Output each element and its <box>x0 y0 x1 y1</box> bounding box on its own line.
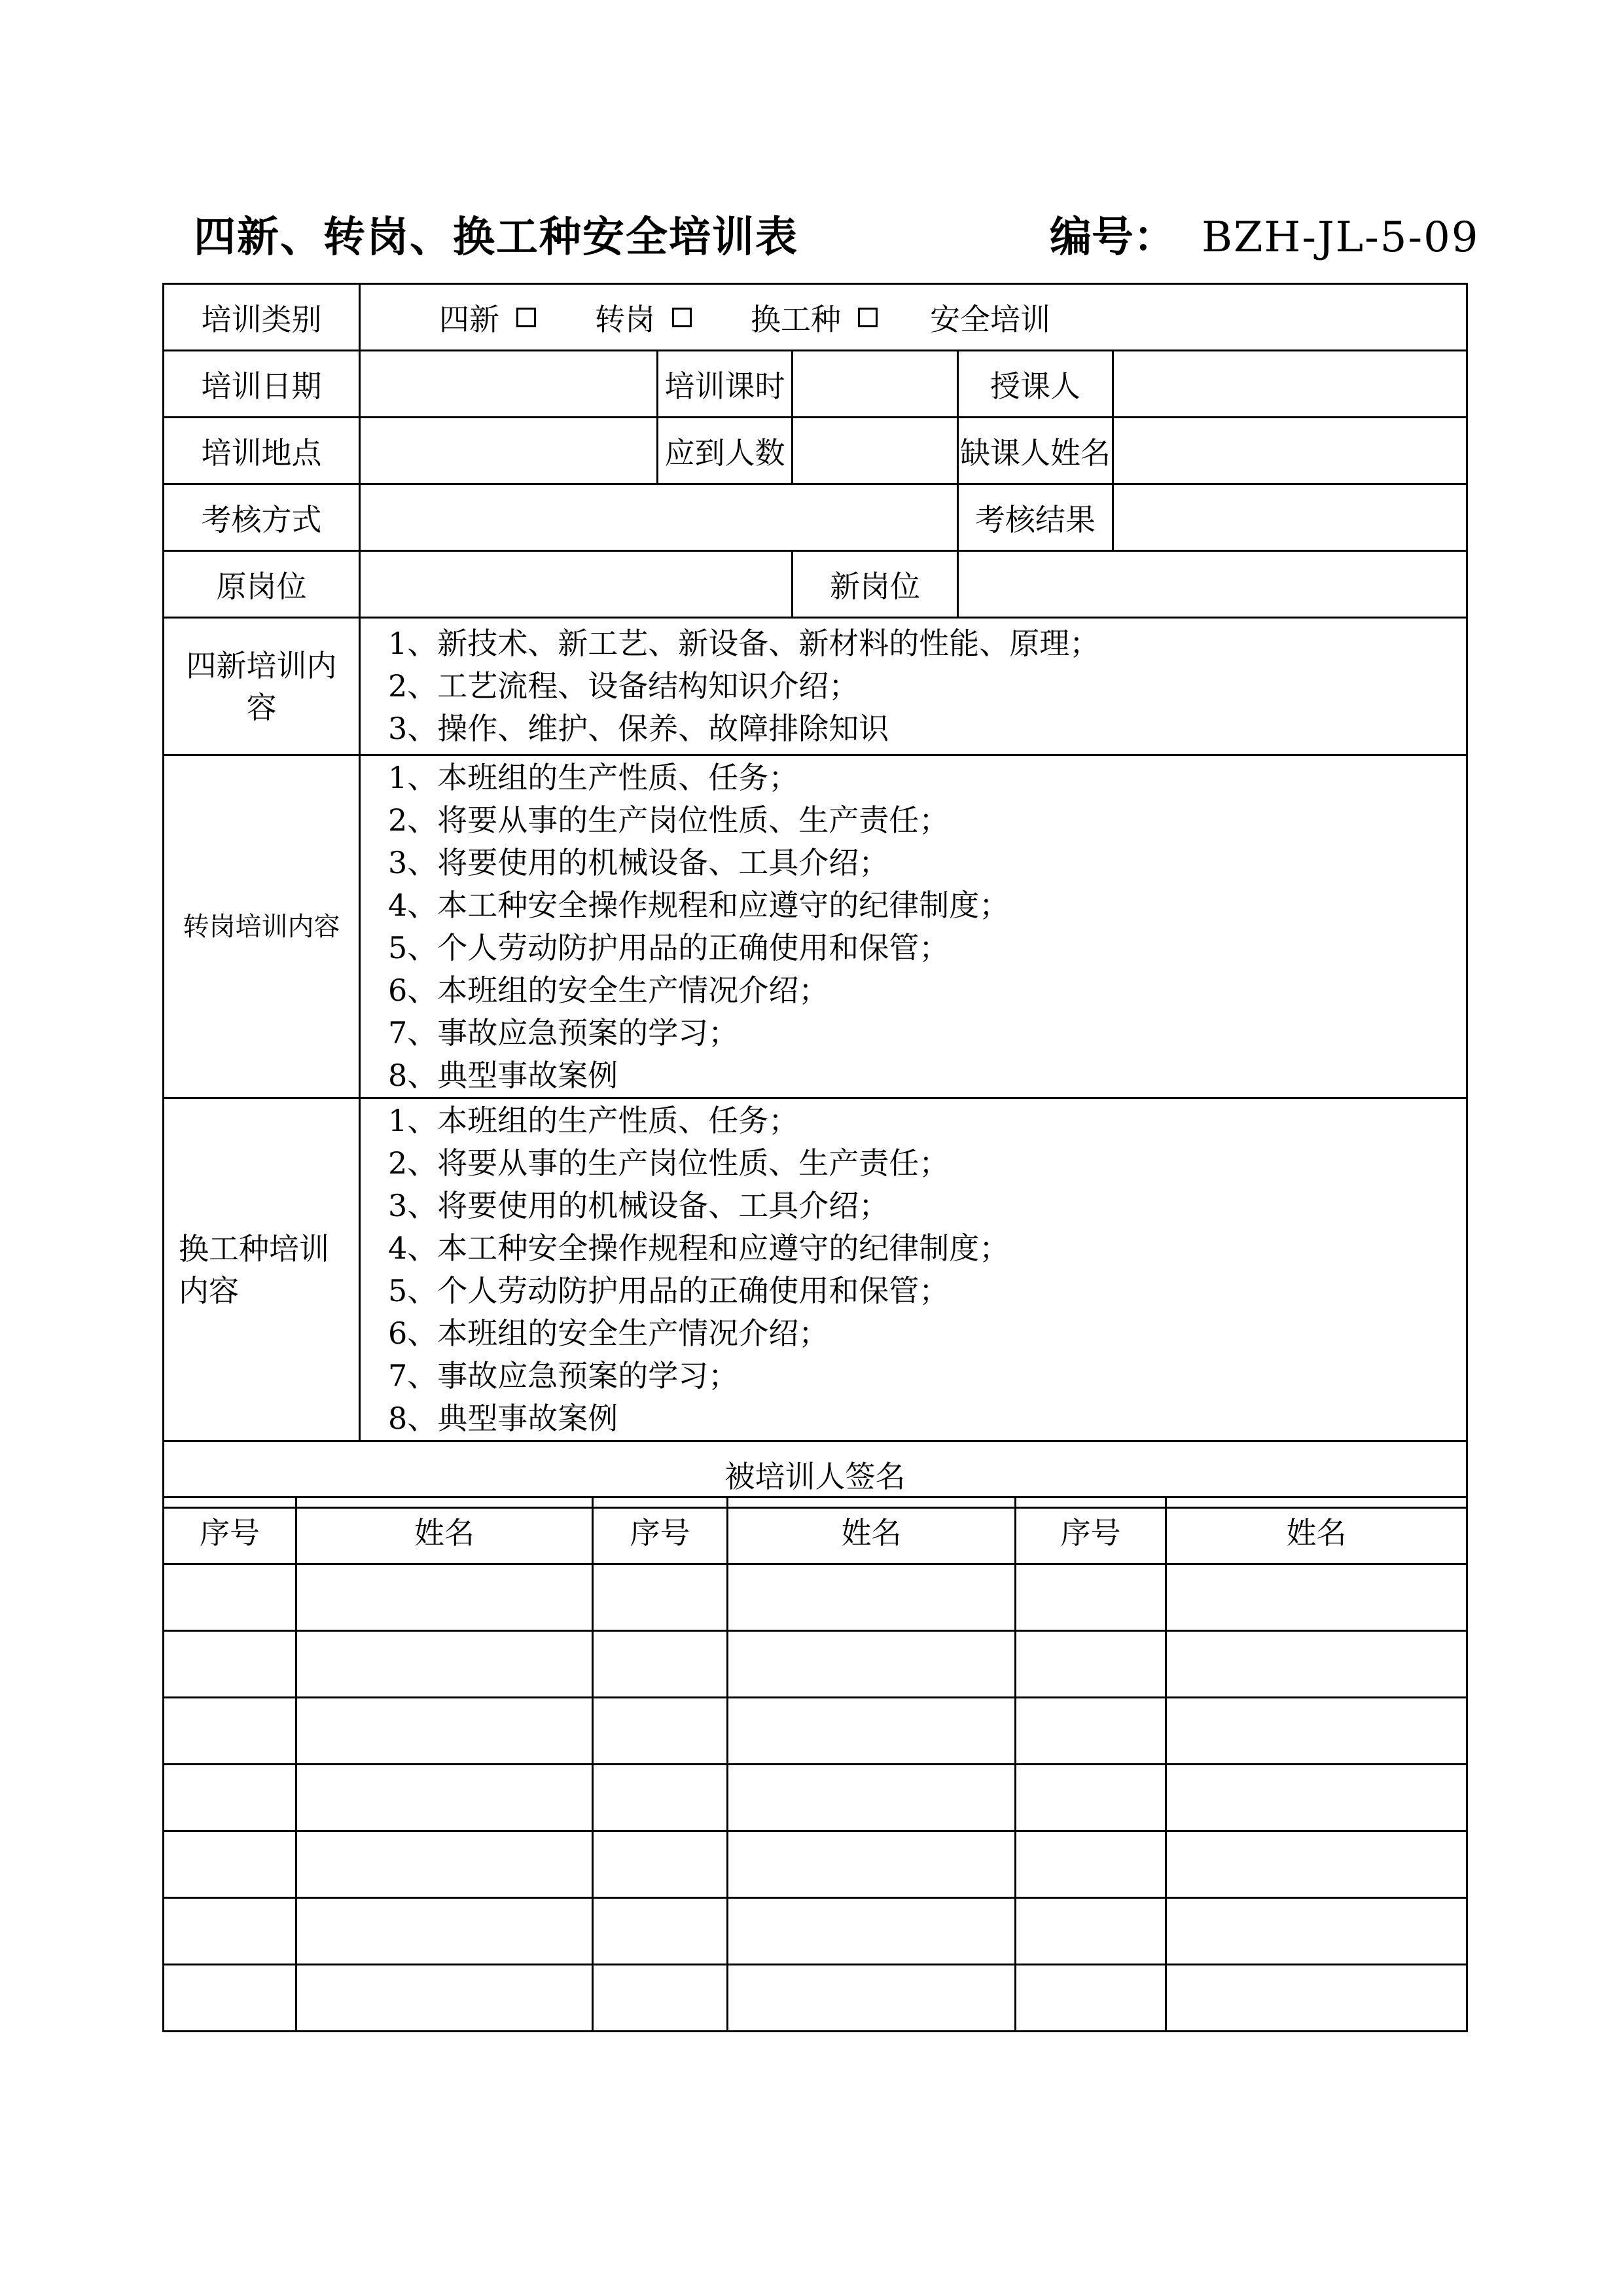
list-item: 4、本工种安全操作规程和应遵守的纪律制度； <box>388 1230 1010 1266</box>
place-field[interactable] <box>360 418 658 484</box>
form-title: 四新、转岗、换工种安全培训表 <box>194 213 798 262</box>
change-content <box>360 1098 1467 1441</box>
cell[interactable] <box>1166 1765 1467 1831</box>
list-item: 8、典型事故案例 <box>388 1057 618 1093</box>
list-item: 2、工艺流程、设备结构知识介绍； <box>388 668 859 704</box>
table-row <box>164 1898 1467 1965</box>
cell[interactable] <box>296 1698 593 1765</box>
old-post-label: 原岗位 <box>164 551 360 618</box>
four-new-checkbox[interactable] <box>516 308 536 327</box>
expected-label: 应到人数 <box>658 418 793 484</box>
cell[interactable] <box>164 1631 296 1698</box>
four-new-section-label <box>164 618 360 755</box>
col-no-2: 序号 <box>593 1498 728 1564</box>
new-post-label: 新岗位 <box>793 551 958 618</box>
cell[interactable] <box>1166 1831 1467 1898</box>
cell[interactable] <box>1016 1898 1166 1965</box>
list-item: 1、本班组的生产性质、任务； <box>388 1102 799 1138</box>
col-name-3: 姓名 <box>1166 1498 1467 1564</box>
exam-method-label: 考核方式 <box>164 484 360 551</box>
list-item: 2、将要从事的生产岗位性质、生产责任； <box>388 802 950 838</box>
col-name-1: 姓名 <box>296 1498 593 1564</box>
table-row <box>164 1831 1467 1898</box>
option-transfer[interactable] <box>595 296 692 339</box>
list-item: 3、将要使用的机械设备、工具介绍； <box>388 1187 889 1223</box>
cell[interactable] <box>1016 1765 1166 1831</box>
absent-field[interactable] <box>1113 418 1467 484</box>
list-item: 3、将要使用的机械设备、工具介绍； <box>388 844 889 880</box>
category-suffix: 安全培训 <box>930 301 1050 337</box>
option-transfer-label: 转岗 <box>595 301 655 337</box>
signature-heading: 被培训人签名 <box>164 1441 1467 1508</box>
list-item: 1、本班组的生产性质、任务； <box>388 759 799 795</box>
cell[interactable] <box>296 1965 593 2032</box>
list-item: 8、典型事故案例 <box>388 1400 618 1436</box>
cell[interactable] <box>1016 1831 1166 1898</box>
training-form-table <box>162 283 1468 1509</box>
table-row <box>164 1631 1467 1698</box>
col-no-1: 序号 <box>164 1498 296 1564</box>
expected-field[interactable] <box>793 418 958 484</box>
exam-method-field[interactable] <box>360 484 958 551</box>
code-label: 编号： <box>1050 213 1175 262</box>
table-row <box>164 1698 1467 1765</box>
cell[interactable] <box>593 1965 728 2032</box>
hours-label: 培训课时 <box>658 351 793 418</box>
form-code <box>1050 208 1480 267</box>
list-item: 7、事故应急预案的学习； <box>388 1357 739 1393</box>
list-item: 7、事故应急预案的学习； <box>388 1014 739 1050</box>
cell[interactable] <box>1016 1631 1166 1698</box>
date-field[interactable] <box>360 351 658 418</box>
cell[interactable] <box>593 1631 728 1698</box>
cell[interactable] <box>593 1898 728 1965</box>
cell[interactable] <box>728 1965 1016 2032</box>
list-item: 6、本班组的安全生产情况介绍； <box>388 1315 829 1351</box>
cell[interactable] <box>164 1698 296 1765</box>
table-row <box>164 1564 1467 1631</box>
cell[interactable] <box>1166 1698 1467 1765</box>
signature-table <box>162 1496 1468 2032</box>
col-name-2: 姓名 <box>728 1498 1016 1564</box>
cell[interactable] <box>164 1831 296 1898</box>
list-item: 6、本班组的安全生产情况介绍； <box>388 972 829 1008</box>
option-four-new[interactable] <box>439 296 536 339</box>
list-item: 1、新技术、新工艺、新设备、新材料的性能、原理； <box>388 626 1100 661</box>
cell[interactable] <box>1166 1564 1467 1631</box>
transfer-section-label <box>164 755 360 1098</box>
cell[interactable] <box>728 1564 1016 1631</box>
col-no-3: 序号 <box>1016 1498 1166 1564</box>
change-section-label-text: 换工种培训内容 <box>179 1230 329 1308</box>
change-section-label <box>164 1098 360 1441</box>
cell[interactable] <box>296 1765 593 1831</box>
old-post-field[interactable] <box>360 551 793 618</box>
new-post-field[interactable] <box>958 551 1467 618</box>
exam-result-field[interactable] <box>1113 484 1467 551</box>
cell[interactable] <box>728 1631 1016 1698</box>
category-label: 培训类别 <box>164 284 360 351</box>
cell[interactable] <box>593 1765 728 1831</box>
option-change-label: 换工种 <box>751 301 841 337</box>
transfer-content <box>360 755 1467 1098</box>
cell[interactable] <box>1166 1965 1467 2032</box>
cell[interactable] <box>164 1965 296 2032</box>
cell[interactable] <box>1016 1564 1166 1631</box>
code-value: BZH-JL-5-09 <box>1202 213 1480 262</box>
cell[interactable] <box>296 1631 593 1698</box>
cell[interactable] <box>1016 1965 1166 2032</box>
cell[interactable] <box>593 1698 728 1765</box>
cell[interactable] <box>164 1564 296 1631</box>
teacher-label: 授课人 <box>958 351 1113 418</box>
transfer-checkbox[interactable] <box>672 308 692 327</box>
cell[interactable] <box>728 1831 1016 1898</box>
cell[interactable] <box>296 1831 593 1898</box>
list-item: 5、个人劳动防护用品的正确使用和保管； <box>388 1272 950 1308</box>
option-four-new-label: 四新 <box>439 301 499 337</box>
cell[interactable] <box>296 1564 593 1631</box>
exam-result-label: 考核结果 <box>958 484 1113 551</box>
category-options <box>360 284 1467 351</box>
absent-label: 缺课人姓名 <box>958 418 1113 484</box>
place-label: 培训地点 <box>164 418 360 484</box>
list-item: 4、本工种安全操作规程和应遵守的纪律制度； <box>388 887 1010 923</box>
cell[interactable] <box>1166 1898 1467 1965</box>
option-change[interactable] <box>751 296 878 339</box>
date-label: 培训日期 <box>164 351 360 418</box>
four-new-content <box>360 618 1467 755</box>
change-checkbox[interactable] <box>858 308 878 327</box>
cell[interactable] <box>728 1765 1016 1831</box>
list-item: 2、将要从事的生产岗位性质、生产责任； <box>388 1145 950 1181</box>
cell[interactable] <box>593 1831 728 1898</box>
cell[interactable] <box>728 1698 1016 1765</box>
cell[interactable] <box>296 1898 593 1965</box>
transfer-section-label-text: 转岗培训内容 <box>183 911 340 942</box>
cell[interactable] <box>1166 1631 1467 1698</box>
cell[interactable] <box>1016 1698 1166 1765</box>
list-item: 5、个人劳动防护用品的正确使用和保管； <box>388 929 950 965</box>
teacher-field[interactable] <box>1113 351 1467 418</box>
cell[interactable] <box>593 1564 728 1631</box>
four-new-section-label-text: 四新培训内容 <box>186 647 337 725</box>
cell[interactable] <box>164 1765 296 1831</box>
table-row <box>164 1765 1467 1831</box>
list-item: 3、操作、维护、保养、故障排除知识 <box>388 711 889 746</box>
hours-field[interactable] <box>793 351 958 418</box>
cell[interactable] <box>164 1898 296 1965</box>
table-row <box>164 1965 1467 2032</box>
cell[interactable] <box>728 1898 1016 1965</box>
